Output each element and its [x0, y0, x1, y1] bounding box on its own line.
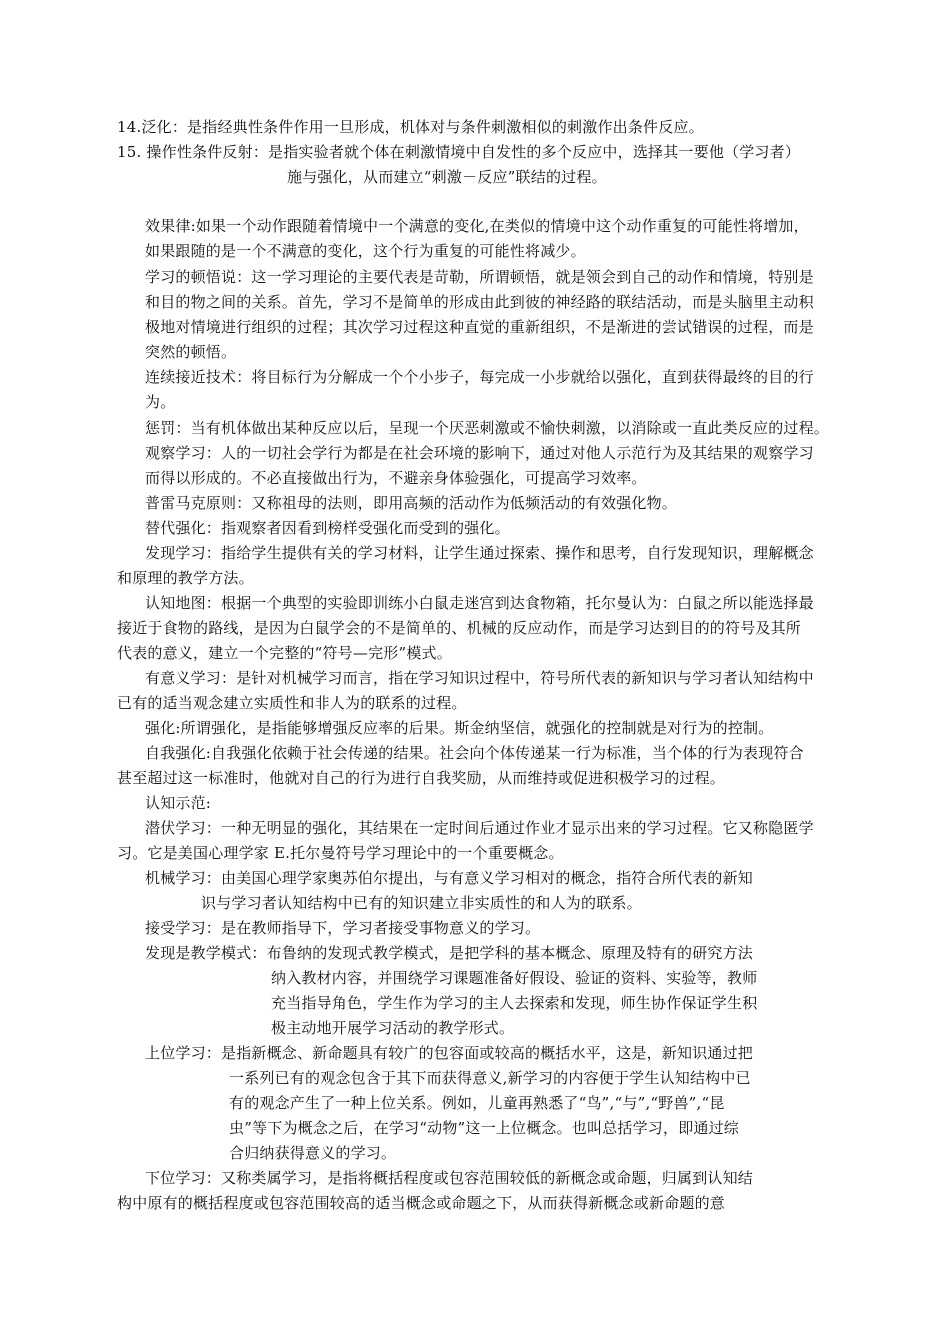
- text-line: 发现是教学模式：布鲁纳的发现式教学模式，是把学科的基本概念、原理及特有的研究方法: [145, 944, 754, 962]
- text-line: 替代强化：指观察者因看到榜样受强化而受到的强化。: [145, 519, 510, 537]
- text-line: 合归纳获得意义的学习。: [229, 1144, 397, 1162]
- text-line: 如果跟随的是一个不满意的变化，这个行为重复的可能性将减少。: [145, 242, 586, 260]
- text-line: 认知示范:: [145, 794, 212, 812]
- text-line: 学习的顿悟说：这一学习理论的主要代表是苛勒，所谓顿悟，就是领会到自己的动作和情境，特别是: [145, 268, 814, 286]
- text-line: 观察学习：人的一切社会学行为都是在社会环境的影响下，通过对他人示范行为及其结果的观察学习: [145, 444, 814, 462]
- text-line: 构中原有的概括程度或包容范围较高的适当概念或命题之下，从而获得新概念或新命题的意: [117, 1194, 726, 1212]
- text-line: 接受学习：是在教师指导下，学习者接受事物意义的学习。: [145, 919, 541, 937]
- text-line: 充当指导角色，学生作为学习的主人去探索和发现，师生协作保证学生积: [271, 994, 758, 1012]
- text-line: 极地对情境进行组织的过程；其次学习过程这种直觉的重新组织，不是渐进的尝试错误的过程，而是: [145, 318, 814, 336]
- text-line: 机械学习：由美国心理学家奥苏伯尔提出，与有意义学习相对的概念，指符合所代表的新知: [145, 869, 754, 887]
- text-line: 代表的意义，建立一个完整的“符号—完形”模式。: [117, 644, 452, 662]
- text-line: 效果律:如果一个动作跟随着情境中一个满意的变化,在类似的情境中这个动作重复的可能性将增加，: [145, 217, 809, 235]
- text-line: 甚至超过这一标准时，他就对自己的行为进行自我奖励，从而维持或促进积极学习的过程。: [117, 769, 726, 787]
- text-line: 强化:所谓强化，是指能够增强反应率的后果。斯金纳坚信，就强化的控制就是对行为的控制。: [145, 719, 774, 737]
- text-line: 识与学习者认知结构中已有的知识建立非实质性的和人为的联系。: [201, 894, 642, 912]
- text-line: 认知地图：根据一个典型的实验即训练小白鼠走迷宫到达食物箱，托尔曼认为：白鼠之所以能选择最: [145, 594, 814, 612]
- text-line: 自我强化:自我强化依赖于社会传递的结果。社会向个体传递某一行为标准，当个体的行为表现符合: [145, 744, 804, 762]
- text-line: 纳入教材内容，并围绕学习课题准备好假设、验证的资料、实验等，教师: [271, 969, 758, 987]
- text-line: 突然的顿悟。: [145, 343, 237, 361]
- text-line: 潜伏学习：一种无明显的强化，其结果在一定时间后通过作业才显示出来的学习过程。它又称隐匿学: [145, 819, 814, 837]
- text-line: 14.泛化：是指经典性条件作用一旦形成，机体对与条件刺激相似的刺激作出条件反应。: [117, 118, 704, 136]
- text-line: 虫”等下为概念之后，在学习“动物”这一上位概念。也叫总括学习，即通过综: [229, 1119, 740, 1137]
- text-line: 接近于食物的路线，是因为白鼠学会的不是简单的、机械的反应动作，而是学习达到目的的符号及其所: [117, 619, 802, 637]
- text-line: 惩罚：当有机体做出某种反应以后，呈现一个厌恶刺激或不愉快刺激，以消除或一直此类反应的过程。: [145, 419, 830, 437]
- text-line: 普雷马克原则：又称祖母的法则，即用高频的活动作为低频活动的有效强化物。: [145, 494, 678, 512]
- text-line: 上位学习：是指新概念、新命题具有较广的包容面或较高的概括水平，这是，新知识通过把: [145, 1044, 754, 1062]
- text-line: 发现学习：指给学生提供有关的学习材料，让学生通过探索、操作和思考，自行发现知识，理解概念: [145, 544, 814, 562]
- text-line: 和目的物之间的关系。首先，学习不是简单的形成由此到彼的神经路的联结活动，而是头脑里主动积: [145, 293, 814, 311]
- text-line: 而得以形成的。不必直接做出行为，不避亲身体验强化，可提高学习效率。: [145, 469, 647, 487]
- text-line: 一系列已有的观念包含于其下而获得意义,新学习的内容便于学生认知结构中已: [229, 1069, 751, 1087]
- text-line: 有意义学习：是针对机械学习而言，指在学习知识过程中，符号所代表的新知识与学习者认知结构中: [145, 669, 814, 687]
- text-line: 施与强化，从而建立“刺激－反应”联结的过程。: [287, 168, 607, 186]
- text-line: 连续接近技术：将目标行为分解成一个个小步子，每完成一小步就给以强化，直到获得最终的目的行: [145, 368, 814, 386]
- text-line: 下位学习：又称类属学习，是指将概括程度或包容范围较低的新概念或命题，归属到认知结: [145, 1169, 754, 1187]
- text-line: 极主动地开展学习活动的教学形式。: [271, 1019, 515, 1037]
- text-line: 已有的适当观念建立实质性和非人为的联系的过程。: [117, 694, 467, 712]
- text-line: 为。: [145, 393, 176, 411]
- text-line: 有的观念产生了一种上位关系。例如，儿童再熟悉了“鸟”,“与”,“野兽”,“昆: [229, 1094, 725, 1112]
- text-line: 和原理的教学方法。: [117, 569, 254, 587]
- text-line: 习。它是美国心理学家 E.托尔曼符号学习理论中的一个重要概念。: [117, 844, 564, 862]
- text-line: 15. 操作性条件反射：是指实验者就个体在刺激情境中自发性的多个反应中，选择其一要他（学习者）: [117, 143, 801, 161]
